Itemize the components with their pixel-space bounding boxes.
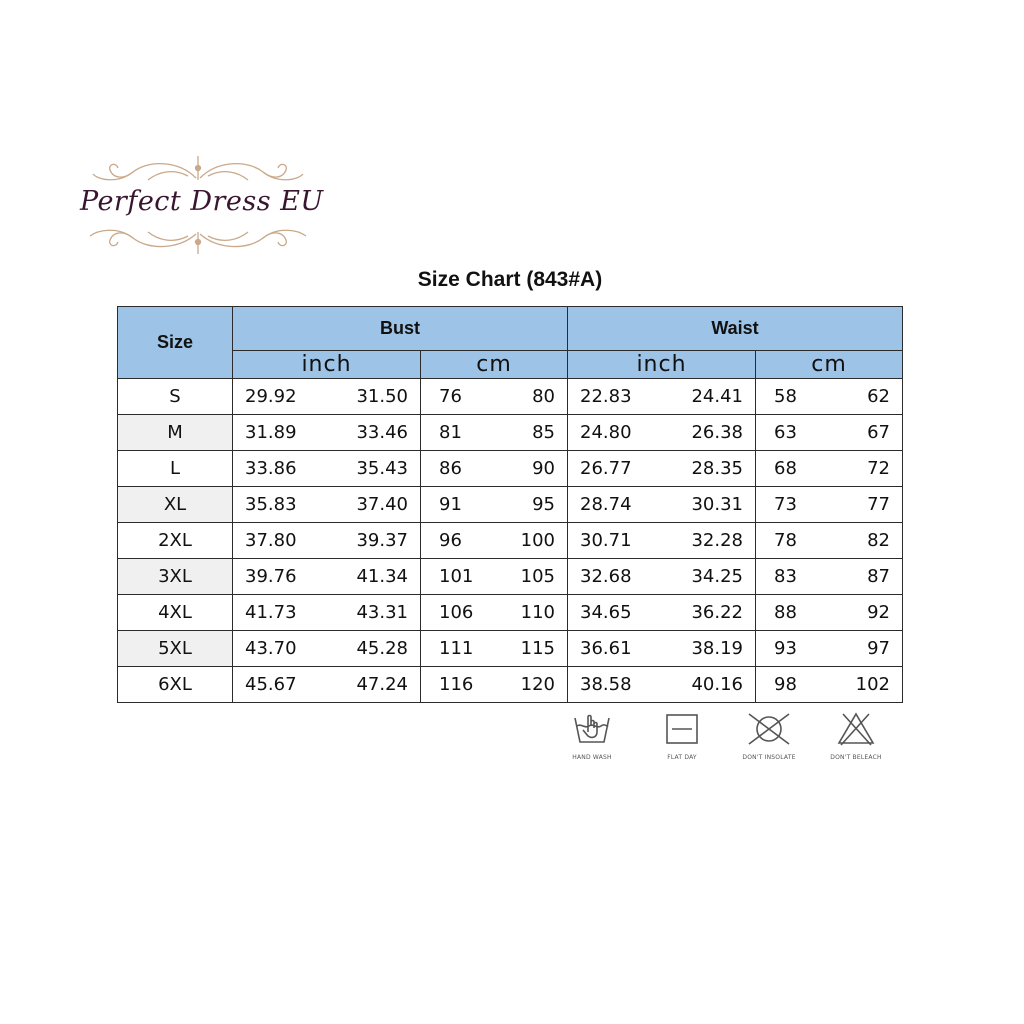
logo-text: Perfect Dress EU <box>80 186 324 217</box>
max-value: 33.46 <box>356 422 408 443</box>
min-value: 30.71 <box>580 530 632 551</box>
bust-in-cell <box>233 523 421 559</box>
table-row <box>118 667 903 703</box>
min-value: 26.77 <box>580 458 632 479</box>
min-value: 68 <box>774 458 797 479</box>
bust-in-cell <box>233 487 421 523</box>
size-header: Size <box>118 307 233 379</box>
size-chart-table <box>117 306 903 703</box>
min-value: 73 <box>774 494 797 515</box>
size-cell: S <box>118 379 233 415</box>
min-value: 45.67 <box>245 674 297 695</box>
max-value: 38.19 <box>691 638 743 659</box>
min-value: 91 <box>439 494 462 515</box>
max-value: 82 <box>867 530 890 551</box>
min-value: 39.76 <box>245 566 297 587</box>
min-value: 43.70 <box>245 638 297 659</box>
min-value: 22.83 <box>580 386 632 407</box>
waist-in-cell <box>568 631 756 667</box>
care-label: DON'T INSOLATE <box>742 754 796 761</box>
max-value: 120 <box>520 674 555 695</box>
bust-cm-cell <box>421 523 568 559</box>
bust-cm-cell <box>421 559 568 595</box>
max-value: 72 <box>867 458 890 479</box>
waist-cm-cell <box>756 595 903 631</box>
bust-cm-cell <box>421 667 568 703</box>
min-value: 33.86 <box>245 458 297 479</box>
max-value: 62 <box>867 386 890 407</box>
bust-in-cell <box>233 379 421 415</box>
table-row <box>118 595 903 631</box>
waist-in-cell <box>568 379 756 415</box>
bust-cm-cell <box>421 631 568 667</box>
size-cell: 4XL <box>118 595 233 631</box>
bust-cm-cell <box>421 379 568 415</box>
min-value: 86 <box>439 458 462 479</box>
care-flat-dry <box>642 712 722 761</box>
max-value: 110 <box>520 602 555 623</box>
size-cell: 3XL <box>118 559 233 595</box>
min-value: 28.74 <box>580 494 632 515</box>
bust-cm-header: cm <box>421 351 568 379</box>
bust-inch-header: inch <box>233 351 421 379</box>
max-value: 26.38 <box>691 422 743 443</box>
table-row <box>118 451 903 487</box>
max-value: 24.41 <box>691 386 743 407</box>
waist-in-cell <box>568 667 756 703</box>
max-value: 85 <box>532 422 555 443</box>
max-value: 77 <box>867 494 890 515</box>
waist-in-cell <box>568 487 756 523</box>
min-value: 76 <box>439 386 462 407</box>
min-value: 58 <box>774 386 797 407</box>
bust-in-cell <box>233 667 421 703</box>
waist-header: Waist <box>568 307 903 351</box>
bust-header: Bust <box>233 307 568 351</box>
min-value: 31.89 <box>245 422 297 443</box>
bust-in-cell <box>233 631 421 667</box>
min-value: 37.80 <box>245 530 297 551</box>
chart-title: Size Chart (843#A) <box>417 268 603 291</box>
bust-cm-cell <box>421 487 568 523</box>
min-value: 83 <box>774 566 797 587</box>
max-value: 36.22 <box>691 602 743 623</box>
max-value: 47.24 <box>356 674 408 695</box>
size-cell: L <box>118 451 233 487</box>
max-value: 34.25 <box>691 566 743 587</box>
max-value: 100 <box>520 530 555 551</box>
min-value: 36.61 <box>580 638 632 659</box>
brand-logo <box>78 150 324 260</box>
care-label: FLAT DAY <box>667 754 697 761</box>
max-value: 102 <box>855 674 890 695</box>
min-value: 35.83 <box>245 494 297 515</box>
min-value: 111 <box>439 638 474 659</box>
care-hand-wash <box>552 712 632 761</box>
bust-in-cell <box>233 595 421 631</box>
waist-cm-cell <box>756 631 903 667</box>
table-row <box>118 487 903 523</box>
table-row <box>118 379 903 415</box>
waist-cm-cell <box>756 415 903 451</box>
table-unit-row <box>118 351 903 379</box>
flat-dry-icon <box>661 712 703 746</box>
max-value: 115 <box>520 638 555 659</box>
table-row <box>118 415 903 451</box>
care-label: HAND WASH <box>572 754 612 761</box>
min-value: 78 <box>774 530 797 551</box>
max-value: 30.31 <box>691 494 743 515</box>
waist-cm-cell <box>756 379 903 415</box>
waist-in-cell <box>568 415 756 451</box>
table-row <box>118 523 903 559</box>
bust-cm-cell <box>421 595 568 631</box>
table-header-row <box>118 307 903 351</box>
max-value: 41.34 <box>356 566 408 587</box>
min-value: 88 <box>774 602 797 623</box>
waist-cm-cell <box>756 451 903 487</box>
care-dont-bleach <box>816 712 896 761</box>
bust-in-cell <box>233 451 421 487</box>
max-value: 80 <box>532 386 555 407</box>
max-value: 31.50 <box>356 386 408 407</box>
bust-in-cell <box>233 415 421 451</box>
max-value: 105 <box>520 566 555 587</box>
min-value: 34.65 <box>580 602 632 623</box>
table-row <box>118 631 903 667</box>
min-value: 63 <box>774 422 797 443</box>
min-value: 116 <box>439 674 474 695</box>
bust-cm-cell <box>421 415 568 451</box>
max-value: 32.28 <box>691 530 743 551</box>
max-value: 95 <box>532 494 555 515</box>
min-value: 93 <box>774 638 797 659</box>
waist-cm-cell <box>756 523 903 559</box>
max-value: 45.28 <box>356 638 408 659</box>
min-value: 101 <box>439 566 474 587</box>
care-label: DON'T BELEACH <box>830 754 882 761</box>
table-row <box>118 559 903 595</box>
waist-cm-cell <box>756 667 903 703</box>
min-value: 81 <box>439 422 462 443</box>
size-cell: XL <box>118 487 233 523</box>
min-value: 32.68 <box>580 566 632 587</box>
max-value: 40.16 <box>691 674 743 695</box>
size-cell: 2XL <box>118 523 233 559</box>
waist-in-cell <box>568 451 756 487</box>
max-value: 97 <box>867 638 890 659</box>
size-cell: 6XL <box>118 667 233 703</box>
size-cell: M <box>118 415 233 451</box>
care-dont-insolate <box>729 712 809 761</box>
min-value: 29.92 <box>245 386 297 407</box>
min-value: 106 <box>439 602 474 623</box>
max-value: 43.31 <box>356 602 408 623</box>
max-value: 28.35 <box>691 458 743 479</box>
size-cell: 5XL <box>118 631 233 667</box>
max-value: 90 <box>532 458 555 479</box>
min-value: 96 <box>439 530 462 551</box>
min-value: 41.73 <box>245 602 297 623</box>
dont-bleach-icon <box>835 712 877 746</box>
min-value: 24.80 <box>580 422 632 443</box>
min-value: 98 <box>774 674 797 695</box>
max-value: 37.40 <box>356 494 408 515</box>
waist-cm-header: cm <box>756 351 903 379</box>
bust-cm-cell <box>421 451 568 487</box>
dont-insolate-icon <box>746 712 792 746</box>
min-value: 38.58 <box>580 674 632 695</box>
waist-in-cell <box>568 595 756 631</box>
max-value: 39.37 <box>356 530 408 551</box>
waist-cm-cell <box>756 559 903 595</box>
waist-in-cell <box>568 559 756 595</box>
hand-wash-icon <box>571 712 613 746</box>
max-value: 67 <box>867 422 890 443</box>
waist-cm-cell <box>756 487 903 523</box>
max-value: 87 <box>867 566 890 587</box>
waist-in-cell <box>568 523 756 559</box>
max-value: 35.43 <box>356 458 408 479</box>
bust-in-cell <box>233 559 421 595</box>
max-value: 92 <box>867 602 890 623</box>
waist-inch-header: inch <box>568 351 756 379</box>
